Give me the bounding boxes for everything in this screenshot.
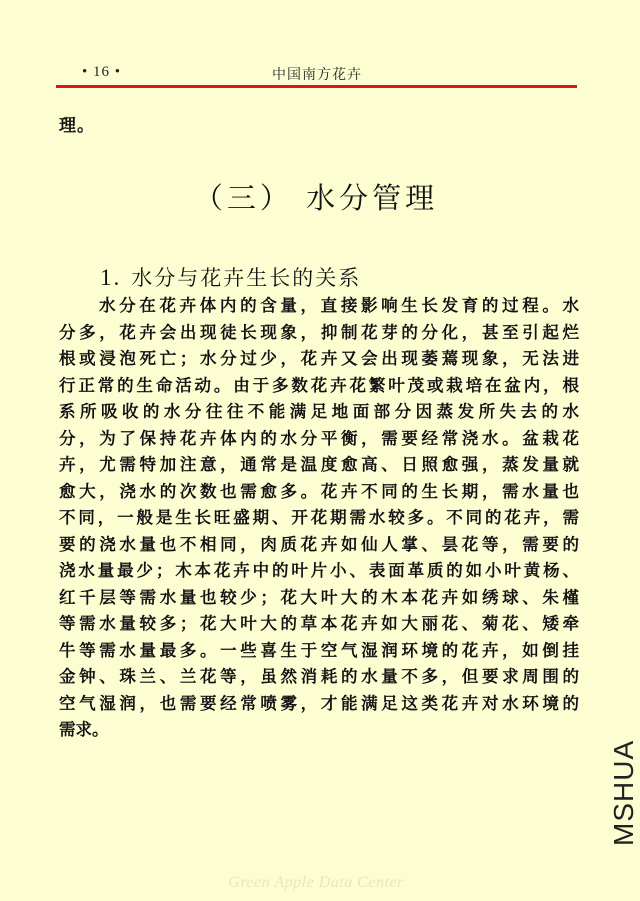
paragraph-line: 金钟、珠兰、兰花等，虽然消耗的水量不多，但要求周围的: [59, 667, 579, 686]
paragraph-line: 牛等需水量最多。一些喜生于空气湿润环境的花卉，如倒挂: [59, 640, 579, 660]
paragraph-line: 卉，尤需特加注意，通常是温度愈高、日照愈强，蒸发量就: [59, 455, 579, 474]
paragraph-line: 分多，花卉会出现徒长现象，抑制花芽的分化，甚至引起烂: [59, 322, 579, 342]
subsection-heading: [100, 262, 361, 292]
paragraph-line: 水分在花卉体内的含量，直接影响生长发育的过程。水: [99, 296, 579, 315]
paragraph-line: 空气湿润，也需要经常喷雾，才能满足这类花卉对水环境的: [59, 693, 579, 713]
paragraph-line: 需求。: [59, 720, 109, 739]
subsection-title: 水分与花卉生长的关系: [131, 266, 362, 290]
body-paragraph: [59, 293, 579, 744]
paragraph-line: 分，为了保持花卉体内的水分平衡，需要经常浇水。盆栽花: [59, 428, 579, 448]
paragraph-line: 浇水量最少；木本花卉中的叶片小、表面革质的如小叶黄杨、: [59, 561, 579, 580]
paragraph-line: 等需水量较多；花大叶大的草本花卉如大丽花、菊花、矮牵: [59, 614, 579, 633]
paragraph-line: 红千层等需水量也较少；花大叶大的木本花卉如绣球、朱槿: [59, 587, 579, 607]
paragraph-line: 行正常的生命活动。由于多数花卉花繁叶茂或栽培在盆内，根: [59, 375, 579, 395]
paragraph-line: 根或浸泡死亡；水分过少，花卉又会出现萎蔫现象，无法进: [59, 349, 579, 368]
footer-watermark: Green Apple Data Center: [228, 874, 404, 891]
paragraph-line: 系所吸收的水分往往不能满足地面部分因蒸发所失去的水: [59, 402, 579, 421]
header-rule: [56, 85, 577, 88]
paragraph-line: 要的浇水量也不相同，肉质花卉如仙人掌、昙花等，需要的: [59, 534, 579, 554]
subsection-number: 1.: [100, 265, 122, 290]
continued-paragraph-end: 理。: [59, 116, 95, 136]
page-number: • 16 •: [82, 64, 122, 80]
side-watermark: MSHUA: [608, 739, 639, 846]
section-heading: （三） 水分管理: [193, 181, 439, 215]
paragraph-line: 愈大，浇水的次数也需愈多。花卉不同的生长期，需水量也: [59, 481, 579, 501]
running-title: 中国南方花卉: [272, 67, 362, 83]
paragraph-line: 不同，一般是生长旺盛期、开花期需水较多。不同的花卉，需: [59, 508, 579, 527]
